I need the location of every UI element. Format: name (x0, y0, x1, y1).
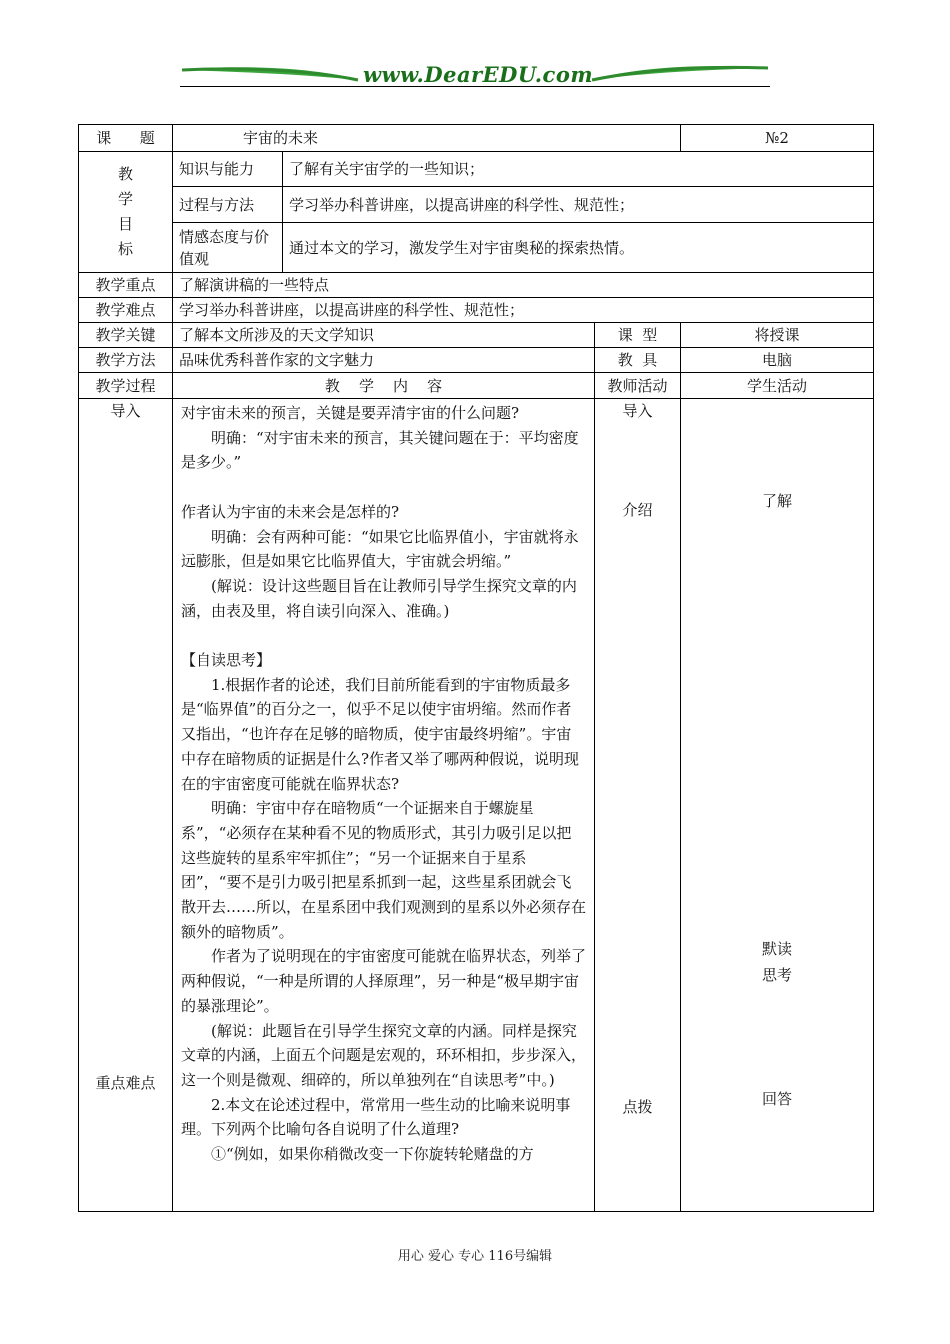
content-paragraph: 1.根据作者的论述，我们目前所能看到的宇宙物质最多是“临界值”的百分之一，似乎不足以使宇宙坍缩。然而作者又指出，“也许存在足够的暗物质，使宇宙最终坍缩”。宇宙中存在暗物质的证据是什么?作者又举了哪两种假说，说明现在的宇宙密度可能就在临界状态? (181, 675, 580, 793)
lesson-type-label: 课 型 (595, 323, 681, 348)
content-paragraph: 明确：“对宇宙未来的预言，其关键问题在于：平均密度是多少。” (181, 428, 579, 472)
teacher-activity: 点拨 (622, 1098, 653, 1116)
content-header: 教 学 内 容 (173, 373, 595, 399)
student-activity-cell (681, 399, 874, 1212)
goal-name: 知识与能力 (173, 152, 283, 187)
page-footer: 用心 爱心 专心 116号编辑 (397, 1249, 553, 1264)
key-point-text: 了解演讲稿的一些特点 (173, 273, 874, 298)
key-label: 教学关键 (79, 323, 173, 348)
content-paragraph: 2.本文在论述过程中，常常用一些生动的比喻来说明事理。下列两个比喻句各自说明了什么道理? (181, 1095, 571, 1139)
process-label: 教学过程 (79, 373, 173, 399)
difficulty-text: 学习举办科普讲座，以提高讲座的科学性、规范性； (173, 298, 874, 323)
goals-label: 教 学 目 标 (79, 152, 173, 273)
student-activity-header: 学生活动 (681, 373, 874, 399)
content-paragraph: 对宇宙未来的预言，关键是要弄清宇宙的什么问题? (181, 404, 520, 422)
stage-cell (79, 399, 173, 1212)
process-body-row (79, 399, 874, 1212)
goal-text: 了解有关宇宙学的一些知识； (283, 152, 874, 187)
difficulty-row (79, 298, 874, 323)
content-cell (173, 399, 595, 1212)
content-paragraph: 明确：宇宙中存在暗物质“一个证据来自于螺旋星系”，“必须存在某种看不见的物质形式，其引力吸引足以把这些旋转的星系牢牢抓住”；“另一个证据来自于星系团”，“要不是引力吸引把星系抓到一起，这些星系团就会飞散开去……所以，在星系团中我们观测到的星系以外必须存在额外的暗物质”。 (181, 799, 587, 941)
goal-row-knowledge (79, 152, 874, 187)
goal-row-attitude (79, 223, 874, 273)
title-label: 课 题 (79, 125, 173, 152)
goal-row-process (79, 187, 874, 223)
teacher-activity-header: 教师活动 (595, 373, 681, 399)
lesson-number: №2 (681, 125, 874, 152)
content-paragraph: (解说：设计这些题目旨在让教师引导学生探究文章的内涵，由表及里，将自读引向深入、准确。) (181, 576, 577, 620)
student-activity: 思考 (761, 966, 792, 984)
process-header-row (79, 373, 874, 399)
logo-text: www.DearEDU.com (362, 62, 594, 87)
key-point-row (79, 273, 874, 298)
student-activity: 回答 (761, 1090, 792, 1108)
goal-text: 学习举办科普讲座，以提高讲座的科学性、规范性； (283, 187, 874, 223)
header-rule (180, 86, 770, 87)
teacher-activity: 导入 (622, 402, 653, 420)
method-label: 教学方法 (79, 348, 173, 373)
content-paragraph: 作者认为宇宙的未来会是怎样的? (181, 502, 400, 521)
difficulty-label: 教学难点 (79, 298, 173, 323)
stage-key-difficulty: 重点难点 (95, 1074, 156, 1092)
self-reading-heading: 【自读思考】 (181, 651, 272, 669)
title-row (79, 125, 874, 152)
tool-label: 教 具 (595, 348, 681, 373)
content-paragraph: (解说：此题旨在引导学生探究文章的内涵。同样是探究文章的内涵，上面五个问题是宏观的，环环相扣，步步深入，这一个则是微观、细碎的，所以单独列在“自读思考”中。) (181, 1021, 587, 1089)
content-paragraph: ①“例如，如果你稍微改变一下你旋转轮赌盘的方 (211, 1145, 534, 1164)
goal-name: 情感态度与价值观 (173, 223, 283, 273)
method-row (79, 348, 874, 373)
lesson-type-value: 将授课 (681, 323, 874, 348)
stage-intro: 导入 (110, 402, 141, 420)
content-paragraph: 明确：会有两种可能：“如果它比临界值小，宇宙就将永远膨胀，但是如果它比临界值大，宇宙就会坍缩。” (181, 527, 579, 571)
goal-text: 通过本文的学习，激发学生对宇宙奥秘的探索热情。 (283, 223, 874, 273)
student-activity: 默读 (761, 940, 792, 958)
key-row (79, 323, 874, 348)
key-text: 了解本文所涉及的天文学知识 (173, 323, 595, 348)
key-point-label: 教学重点 (79, 273, 173, 298)
lesson-title: 宇宙的未来 (173, 125, 681, 152)
teacher-activity-cell (595, 399, 681, 1212)
teacher-activity: 介绍 (622, 501, 653, 519)
content-paragraph: 作者为了说明现在的宇宙密度可能就在临界状态，列举了两种假说，“一种是所谓的人择原理”，另一种是“极早期宇宙的暴涨理论”。 (181, 947, 587, 1015)
lesson-plan-table (78, 124, 874, 1212)
tool-value: 电脑 (681, 348, 874, 373)
method-text: 品味优秀科普作家的文字魅力 (173, 348, 595, 373)
goal-name: 过程与方法 (173, 187, 283, 223)
student-activity: 了解 (761, 492, 792, 510)
